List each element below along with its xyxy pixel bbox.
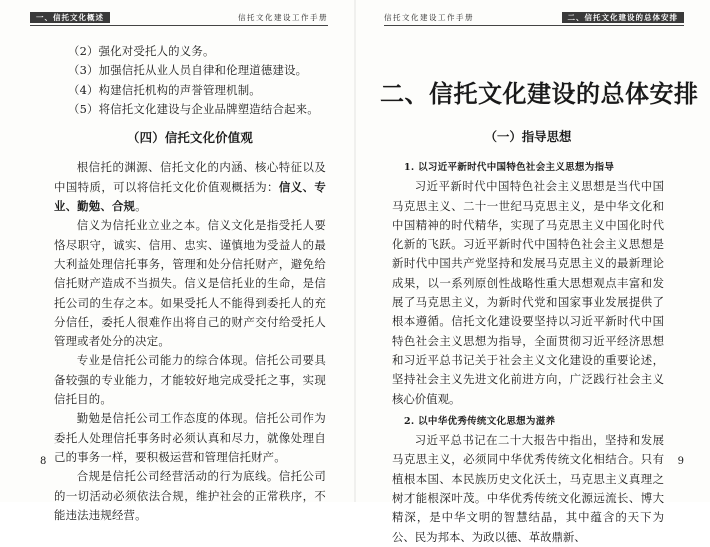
values-intro-text: 根信托的渊源、信托文化的内涵、核心特征以及中国特质，可以将信托文化价值观概括为： bbox=[54, 160, 326, 194]
right-running-header bbox=[384, 12, 684, 23]
left-header-book-title: 信托文化建设工作手册 bbox=[238, 13, 328, 22]
subsection-title-1: 1. 以习近平新时代中国特色社会主义思想为指导 bbox=[404, 162, 615, 173]
paragraph-traditional-culture: 习近平总书记在二十大报告中指出，坚持和发展马克思主义，必须同中华优秀传统文化相结合。只有植根本国、本民族历史文化沃土，马克思主义真理之树才能根深叶茂。中华优秀传统文化源远流长、博大精深，是中华文明的智慧结晶，其中蕴含的天下为公、民为邦本、为政以德、革故鼎新、 bbox=[392, 433, 664, 544]
left-header-chapter-block: 一、信托文化概述 bbox=[30, 12, 110, 23]
list-item: （2）强化对受托人的义务。 bbox=[68, 44, 215, 58]
paragraph-guiding-thought: 习近平新时代中国特色社会主义思想是当代中国马克思主义、二十一世纪马克思主义，是中华文化和中国精神的时代精华，实现了马克思主义中国化时代化新的飞跃。习近平新时代中国特色社会主义思想是新时代中国共产党坚持和发展马克思主义的最新理论成果，以一系列原创性战略性重大思想观点丰富和发展了马克思主义，为新时代党和国家事业发展提供了根本遵循。信托文化建设要坚持以习近平新时代中国特色社会主义思想为指导，全面贯彻习近平经济思想和习近平总书记关于社会主义文化建设的重要论述，坚持社会主义先进文化前进方向，广泛践行社会主义核心价值观。 bbox=[392, 179, 664, 406]
right-header-rule bbox=[384, 25, 684, 26]
section-title-guiding: （一）指导思想 bbox=[484, 129, 572, 144]
left-running-header bbox=[30, 12, 328, 23]
right-header-book-title: 信托文化建设工作手册 bbox=[384, 13, 474, 22]
left-body bbox=[54, 42, 326, 525]
left-header-rule bbox=[30, 25, 328, 26]
paragraph-compliance: 合规是信托公司经营活动的行为底线。信托公司的一切活动必须依法合规，维护社会的正常秩序，不能违法违规经营。 bbox=[54, 469, 326, 522]
right-header-chapter-block: 二、信托文化建设的总体安排 bbox=[562, 12, 685, 23]
left-page bbox=[0, 0, 354, 522]
list-item: （3）加强信托从业人员自律和伦理道德建设。 bbox=[68, 63, 308, 78]
values-intro-end: 。 bbox=[135, 199, 147, 214]
paragraph-professional: 专业是信托公司能力的综合体现。信托公司要具备较强的专业能力，才能较好地完成受托之事，实现信托目的。 bbox=[54, 353, 326, 407]
list-item: （4）构建信托机构的声誉管理机制。 bbox=[68, 82, 261, 97]
section-title-values: （四）信托文化价值观 bbox=[127, 130, 253, 146]
paragraph-fiduciary: 信义为信托业立业之本。信义文化是指受托人要恪尽职守，诚实、信用、忠实、谨慎地为受益人的最大利益处理信托事务，管理和处分信托财产，避免给信托财产造成不当损失。信义是信托业的生命，是信托公司的生存之本。如果受托人不能得到委托人的充分信任，委托人很难作出将自己的财产交付给受托人管理或者处分的决定。 bbox=[54, 218, 326, 349]
chapter-title: 二、信托文化建设的总体安排 bbox=[380, 79, 699, 108]
values-keywords: 信义、专业、勤勉、合规 bbox=[54, 179, 326, 214]
left-page-number: 8 bbox=[40, 456, 47, 467]
paragraph-values-intro bbox=[54, 158, 326, 216]
paragraph-diligence: 勤勉是信托公司工作态度的体现。信托公司作为委托人处理信托事务时必须认真和尽力，就像处理自己的事务一样，要积极运营和管理信托财产。 bbox=[54, 411, 326, 464]
right-page-number: 9 bbox=[677, 456, 684, 467]
subsection-title-2: 2. 以中华优秀传统文化思想为滋养 bbox=[404, 415, 556, 427]
list-item: （5）将信托文化建设与企业品牌塑造结合起来。 bbox=[68, 101, 319, 116]
right-body bbox=[392, 158, 664, 547]
